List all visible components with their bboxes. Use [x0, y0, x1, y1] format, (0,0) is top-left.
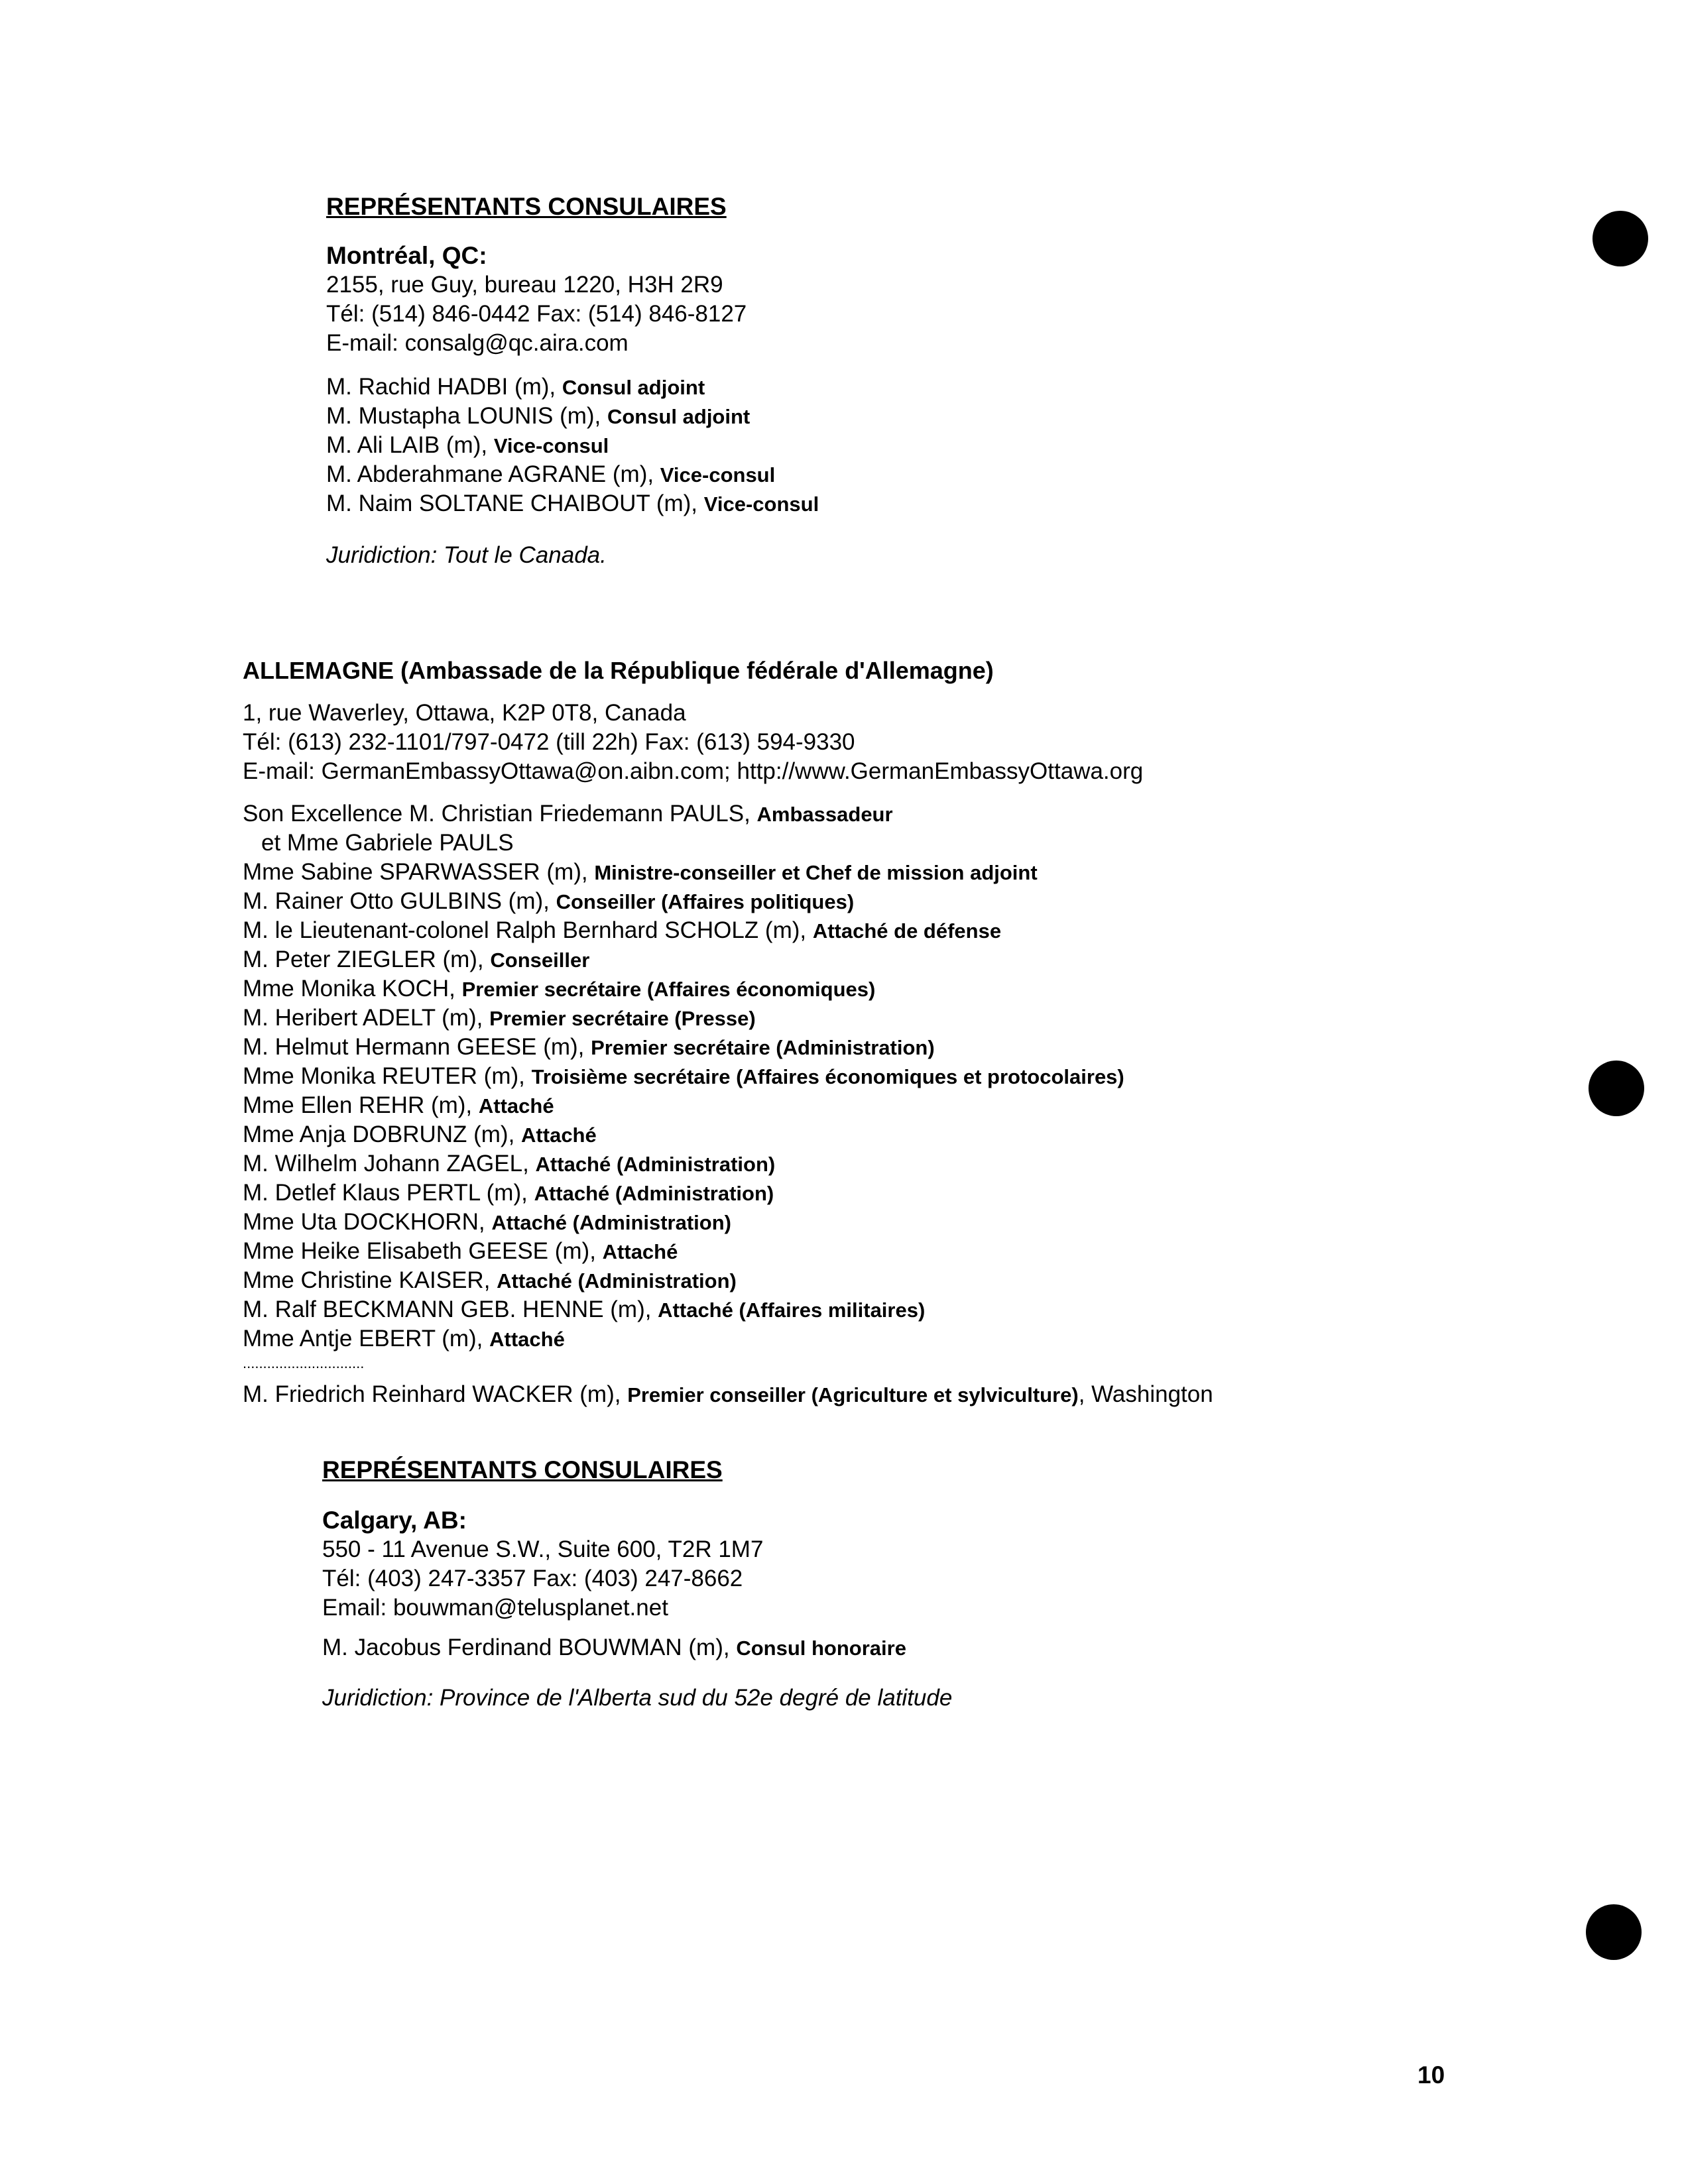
staff-role: Attaché — [602, 1240, 678, 1263]
page-number: 10 — [1417, 2061, 1445, 2089]
staff-role: Consul honoraire — [736, 1637, 906, 1660]
staff-entry: Mme Sabine SPARWASSER (m), Ministre-conseiller et Chef de mission adjoint — [243, 859, 1038, 885]
staff-role: Attaché (Administration) — [535, 1153, 776, 1176]
staff-role: Attaché — [521, 1123, 597, 1147]
staff-entry: M. Ali LAIB (m), Vice-consul — [326, 432, 609, 458]
staff-role: Attaché de défense — [812, 919, 1002, 943]
staff-role: Ministre-conseiller et Chef de mission adjoint — [594, 861, 1038, 884]
staff-role: Premier secrétaire (Affaires économiques) — [461, 978, 876, 1001]
staff-entry: M. Rainer Otto GULBINS (m), Conseiller (Affaires politiques) — [243, 888, 855, 914]
country-heading: ALLEMAGNE (Ambassade de la République fédérale d'Allemagne) — [243, 657, 994, 684]
punch-hole — [1592, 211, 1648, 266]
phone-fax: Tél: (514) 846-0442 Fax: (514) 846-8127 — [326, 301, 747, 327]
staff-role: Premier secrétaire (Presse) — [489, 1007, 756, 1030]
staff-entry: Mme Christine KAISER, Attaché (Administration) — [243, 1267, 737, 1293]
staff-role: Vice-consul — [493, 434, 609, 457]
section-heading: REPRÉSENTANTS CONSULAIRES — [326, 193, 727, 220]
staff-role: Attaché — [489, 1328, 565, 1351]
consular-section-montreal — [326, 192, 819, 570]
email: E-mail: consalg@qc.aira.com — [326, 330, 629, 356]
staff-role: Consul adjoint — [562, 376, 705, 399]
staff-role: Troisième secrétaire (Affaires économiques et protocolaires) — [531, 1065, 1124, 1088]
jurisdiction: Juridiction: Province de l'Alberta sud du 52e degré de latitude — [322, 1685, 953, 1711]
consular-section-calgary — [322, 1456, 952, 1713]
staff-entry: Mme Antje EBERT (m), Attaché — [243, 1326, 565, 1351]
staff-entry: M. Helmut Hermann GEESE (m), Premier secrétaire (Administration) — [243, 1034, 935, 1060]
staff-entry: Mme Heike Elisabeth GEESE (m), Attaché — [243, 1238, 678, 1264]
staff-entry: M. Abderahmane AGRANE (m), Vice-consul — [326, 461, 776, 487]
staff-entry: M. Jacobus Ferdinand BOUWMAN (m), Consul honoraire — [322, 1635, 906, 1660]
staff-role: Consul adjoint — [607, 405, 751, 428]
staff-role: Attaché — [478, 1094, 554, 1118]
jurisdiction: Juridiction: Tout le Canada. — [326, 542, 607, 568]
staff-role: Attaché (Administration) — [497, 1269, 737, 1293]
staff-entry: M. le Lieutenant-colonel Ralph Bernhard SCHOLZ (m), Attaché de défense — [243, 917, 1002, 943]
address: 550 - 11 Avenue S.W., Suite 600, T2R 1M7 — [322, 1536, 764, 1562]
staff-role: Ambassadeur — [756, 803, 893, 826]
staff-entry: M. Wilhelm Johann ZAGEL, Attaché (Administration) — [243, 1151, 776, 1177]
city-heading: Calgary, AB: — [322, 1507, 467, 1534]
phone-fax: Tél: (403) 247-3357 Fax: (403) 247-8662 — [322, 1566, 743, 1591]
phone-fax: Tél: (613) 232-1101/797-0472 (till 22h) Fax: (613) 594-9330 — [243, 729, 855, 755]
staff-role: Premier secrétaire (Administration) — [591, 1036, 935, 1059]
staff-role: Conseiller — [490, 948, 590, 972]
staff-entry: M. Heribert ADELT (m), Premier secrétaire (Presse) — [243, 1005, 756, 1031]
staff-entry: M. Ralf BECKMANN GEB. HENNE (m), Attaché (Affaires militaires) — [243, 1296, 926, 1322]
staff-entry: Mme Anja DOBRUNZ (m), Attaché — [243, 1121, 597, 1147]
staff-role: Attaché (Administration) — [534, 1182, 774, 1205]
email: Email: bouwman@telusplanet.net — [322, 1595, 668, 1621]
staff-role: Attaché (Affaires militaires) — [658, 1298, 926, 1322]
section-heading: REPRÉSENTANTS CONSULAIRES — [322, 1456, 723, 1483]
address: 1, rue Waverley, Ottawa, K2P 0T8, Canada — [243, 700, 686, 726]
staff-entry: Mme Monika REUTER (m), Troisième secrétaire (Affaires économiques et protocolaires) — [243, 1063, 1124, 1089]
staff-role: Attaché (Administration) — [491, 1211, 731, 1234]
punch-hole — [1589, 1061, 1644, 1116]
staff-role: Vice-consul — [660, 463, 776, 487]
staff-role: Conseiller (Affaires politiques) — [556, 890, 855, 913]
staff-entry: M. Peter ZIEGLER (m), Conseiller — [243, 947, 590, 972]
washington-entry: M. Friedrich Reinhard WACKER (m), Premier conseiller (Agriculture et sylviculture), Washington — [243, 1381, 1213, 1407]
city-heading: Montréal, QC: — [326, 242, 487, 269]
staff-entry: M. Rachid HADBI (m), Consul adjoint — [326, 374, 705, 400]
punch-hole — [1586, 1904, 1642, 1960]
staff-entry: Mme Ellen REHR (m), Attaché — [243, 1092, 554, 1118]
staff-entry: Mme Uta DOCKHORN, Attaché (Administration) — [243, 1209, 731, 1235]
staff-role: Vice-consul — [703, 492, 819, 516]
address: 2155, rue Guy, bureau 1220, H3H 2R9 — [326, 272, 723, 298]
embassy-germany — [243, 656, 1213, 1409]
staff-entry: M. Mustapha LOUNIS (m), Consul adjoint — [326, 403, 751, 429]
staff-role: Premier conseiller (Agriculture et sylviculture) — [627, 1383, 1079, 1407]
ambassador-entry: Son Excellence M. Christian Friedemann PAULS, Ambassadeur — [243, 801, 893, 827]
ambassador-spouse: et Mme Gabriele PAULS — [261, 830, 514, 856]
staff-entry: M. Naim SOLTANE CHAIBOUT (m), Vice-consul — [326, 490, 819, 516]
email-web: E-mail: GermanEmbassyOttawa@on.aibn.com; http://www.GermanEmbassyOttawa.org — [243, 758, 1144, 784]
staff-entry: M. Detlef Klaus PERTL (m), Attaché (Administration) — [243, 1180, 774, 1206]
staff-entry: Mme Monika KOCH, Premier secrétaire (Affaires économiques) — [243, 976, 876, 1002]
dotted-separator: .............................. — [243, 1355, 365, 1371]
